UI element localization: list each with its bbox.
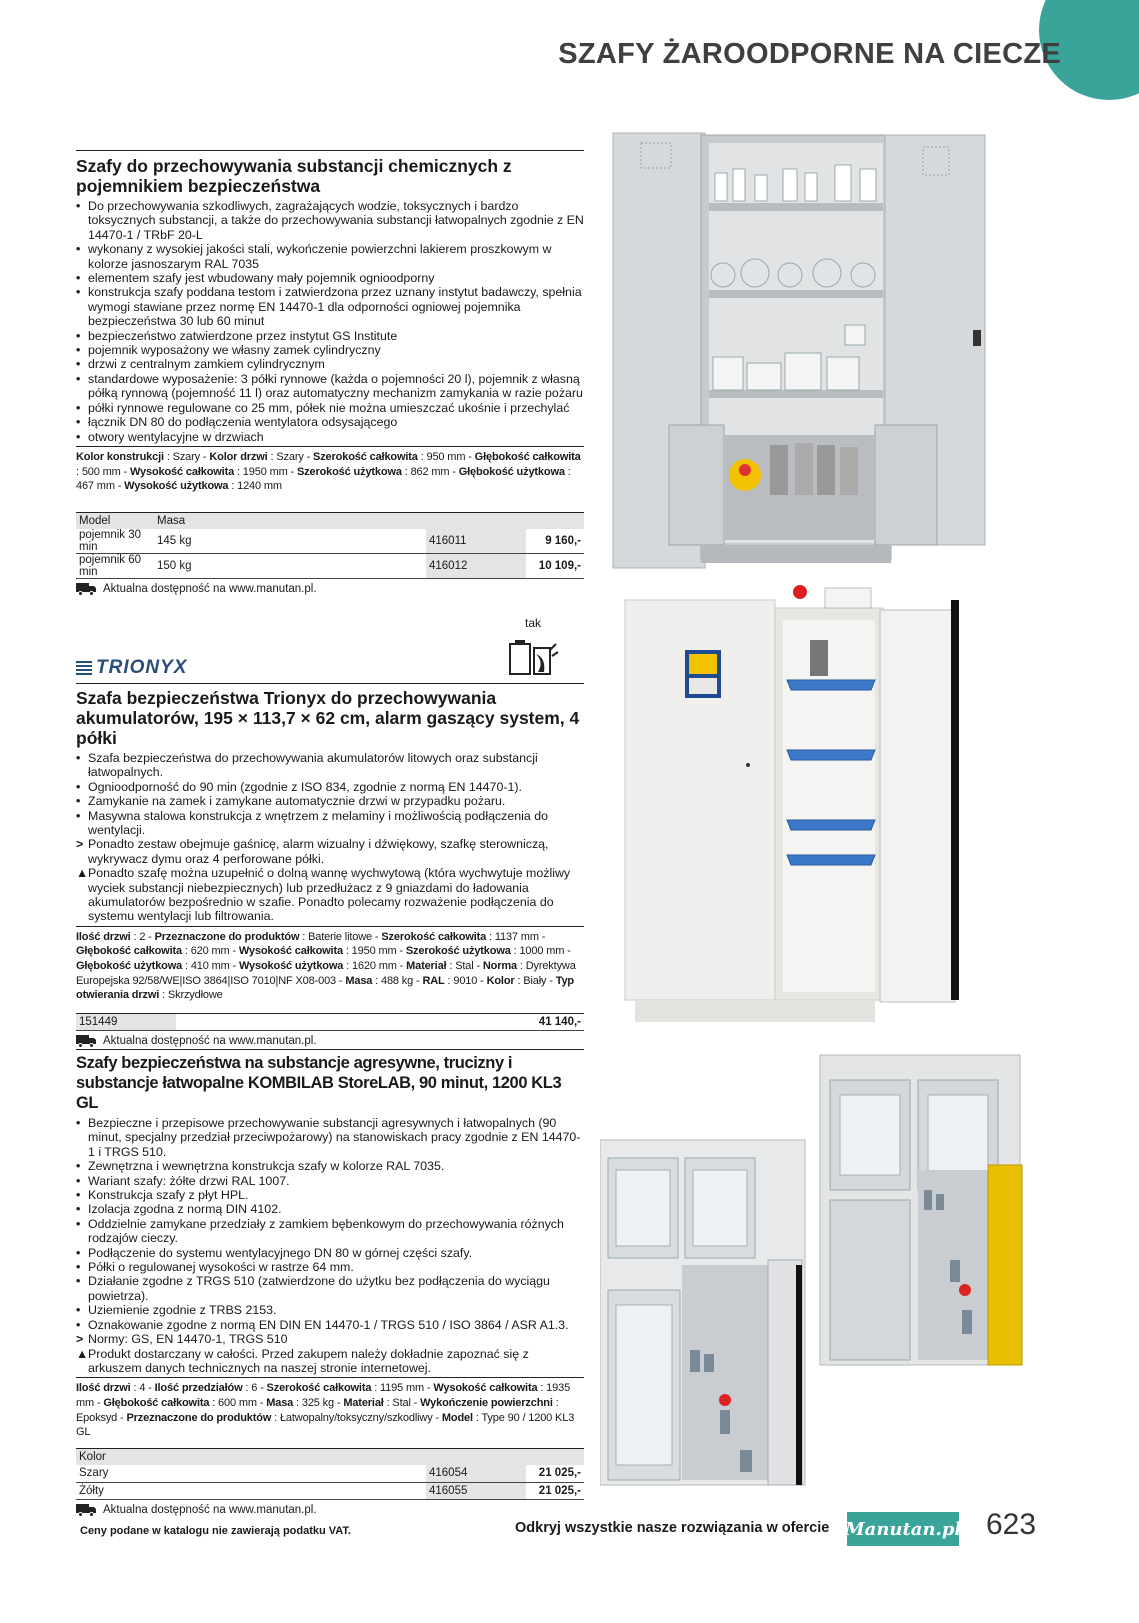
spec-key: Wysokość całkowita [238, 945, 343, 958]
feature-item [76, 1318, 584, 1332]
spec-separator: - [145, 930, 155, 943]
spec-key: Norma [482, 960, 517, 973]
feature-text: bezpieczeństwo zatwierdzone przez instytut GS Institute [88, 328, 398, 343]
price-cell: 21 025,- [526, 1482, 584, 1499]
spec-key: Masa [345, 974, 373, 987]
feature-text: Wariant szafy: żółte drzwi RAL 1007. [88, 1173, 290, 1188]
spec-colon: : [417, 450, 427, 463]
spec-key: Wysokość całkowita [433, 1382, 538, 1395]
spec-key: Masa [266, 1396, 294, 1409]
spec-separator: - [303, 450, 314, 463]
bullet-marker: • [76, 794, 81, 809]
spec-colon: : [267, 450, 277, 463]
vat-note: Ceny podane w katalogu nie zawierają podatku VAT. [80, 1525, 351, 1537]
spec-separator: - [256, 1396, 267, 1409]
spec-value: 1620 mm [351, 960, 397, 973]
spec-key: Typ otwierania drzwi [76, 974, 574, 1002]
footer-cta: Odkryj wszystkie nasze rozwiązania w ofercie [515, 1520, 830, 1536]
spec-separator: - [229, 945, 239, 958]
spec-separator: - [287, 465, 297, 478]
spec-text [76, 450, 584, 494]
feature-item [76, 794, 584, 808]
spec-colon: : [181, 945, 191, 958]
spec-separator: - [94, 1396, 104, 1409]
column-header-color: Kolor [76, 1448, 584, 1465]
spec-value: 500 mm [81, 465, 121, 478]
truck-icon [76, 1504, 97, 1516]
spec-value: Baterie litowe [308, 930, 373, 943]
bullet-marker: • [76, 328, 81, 343]
spec-colon: : [537, 1382, 547, 1395]
spec-value: 488 kg [381, 974, 414, 987]
table-row [76, 1482, 584, 1499]
spec-value: 1950 mm [242, 465, 288, 478]
brand-name: TRIONYX [96, 657, 188, 678]
feature-item [76, 242, 584, 271]
color-cell: Żółty [76, 1482, 375, 1499]
spec-key: Model [441, 1411, 473, 1424]
spec-colon: : [76, 465, 82, 478]
spec-value: 9010 [453, 974, 478, 987]
spec-colon: : [444, 974, 454, 987]
spec-key: Szerokość użytkowa [296, 465, 402, 478]
spec-value: 1000 mm [519, 945, 565, 958]
feature-text: pojemnik wyposażony we własny zamek cylindryczny [88, 343, 381, 358]
mass-cell: 150 kg [154, 554, 391, 579]
feature-item [76, 1347, 584, 1376]
spec-value: 2 [139, 930, 146, 943]
product-code[interactable]: 416011 [426, 529, 526, 554]
feature-text: Konstrukcja szafy z płyt HPL. [88, 1188, 249, 1203]
spec-separator: - [334, 1396, 344, 1409]
table-row [76, 1465, 584, 1482]
divider [76, 926, 584, 927]
spec-value: Dyrektywa Europejska 92/58/WE|ISO 3864|ISO 7010|NF X08-003 [76, 960, 576, 987]
spec-colon: : [342, 945, 352, 958]
battery-icon [508, 638, 560, 676]
manutan-logo[interactable]: Manutan.pl [847, 1512, 959, 1546]
feature-text: półki rynnowe regulowane co 25 mm, półek nie można umieszczać ukośnie i przechylać [88, 400, 570, 415]
feature-item [76, 809, 584, 838]
feature-text: Szafa bezpieczeństwa do przechowywania akumulatorów litowych oraz substancji łatwopalnych. [88, 751, 538, 780]
spec-value: 950 mm [426, 450, 466, 463]
feature-item [76, 866, 584, 924]
spec-value: 6 [251, 1382, 258, 1395]
model-cell: pojemnik 60 min [76, 554, 154, 579]
spec-key: Szerokość całkowita [266, 1382, 372, 1395]
spec-separator: - [336, 974, 346, 987]
availability-note [76, 1035, 584, 1047]
spec-separator: - [120, 465, 130, 478]
spec-separator: - [546, 974, 556, 987]
spec-separator: - [200, 450, 210, 463]
table-header-row [76, 512, 584, 529]
spec-key: Kolor konstrukcji [76, 450, 164, 463]
product-section-3 [76, 1049, 584, 1516]
spec-key: Wykończenie powierzchni [420, 1396, 553, 1409]
product-title: Szafy bezpieczeństwa na substancje agresywne, trucizny i substancje łatwopalne KOMBILAB StoreLAB, 90 minut, 1200 KL3 GL [76, 1054, 562, 1112]
feature-text: Normy: GS, EN 14470-1, TRGS 510 [88, 1332, 288, 1347]
spec-value: Łatwopalny/toksyczny/szkodliwy [279, 1411, 433, 1424]
availability-link[interactable]: Aktualna dostępność na www.manutan.pl. [103, 1503, 317, 1516]
spec-value: Skrzydłowe [167, 989, 223, 1002]
spec-separator: - [432, 1411, 442, 1424]
spec-colon: : [234, 465, 243, 478]
spec-key: Materiał [343, 1396, 384, 1409]
spec-key: Ilość przedziałów [154, 1382, 243, 1395]
bullet-marker: • [76, 429, 81, 444]
bullet-marker: • [76, 1202, 81, 1217]
spec-value: 1240 mm [237, 480, 282, 493]
spec-colon: : [209, 1396, 219, 1409]
page-number: 623 [986, 1508, 1037, 1541]
price-cell: 10 109,- [526, 554, 584, 579]
spec-colon: : [401, 465, 411, 478]
spec-separator: - [145, 1382, 155, 1395]
spec-colon: : [242, 1382, 252, 1395]
table-header-row [76, 1448, 584, 1465]
spec-separator: - [477, 974, 487, 987]
bullet-marker: > [76, 1332, 84, 1347]
spec-colon: : [510, 945, 520, 958]
availability-link[interactable]: Aktualna dostępność na www.manutan.pl. [103, 583, 317, 596]
spec-colon: : [271, 1411, 280, 1424]
tak-label: tak [525, 616, 542, 630]
spec-key: Głębokość całkowita [103, 1396, 210, 1409]
spec-value: 1195 mm [380, 1382, 425, 1395]
spec-key: Przeznaczone do produktów [154, 930, 300, 943]
spec-separator: - [117, 1411, 127, 1424]
spec-colon: : [383, 1396, 393, 1409]
spec-key: Głębokość całkowita [76, 945, 182, 958]
feature-text: wykonany z wysokiej jakości stali, wykończenie powierzchni lakierem proszkowym w kolorze jasnoszarym RAL 7035 [88, 242, 552, 271]
price-cell: 9 160,- [526, 529, 584, 554]
bullet-marker: • [76, 1116, 81, 1130]
spec-separator: - [257, 1382, 267, 1395]
feature-text: standardowe wyposażenie: 3 półki rynnowe (każda o pojemności 20 l), pojemnik z własną półką rynnową (pojemność 11 l) oraz automatyczny mechanizm zamykania w razie pożaru [88, 371, 583, 401]
bullet-marker: • [76, 808, 81, 823]
spec-separator: - [229, 960, 239, 973]
spec-value: Szary [276, 450, 304, 463]
bullet-marker: • [76, 371, 81, 386]
column-header-mass: Masa [154, 512, 584, 529]
spec-key: Materiał [406, 960, 447, 973]
bullet-marker: • [76, 285, 81, 300]
spec-key: Głębokość użytkowa [76, 960, 183, 973]
price-table [76, 1013, 584, 1031]
feature-text: Masywna stalowa konstrukcja z wnętrzem z melaminy i możliwością podłączenia do wentylacji. [88, 808, 549, 838]
feature-item [76, 1217, 584, 1246]
spec-separator: - [114, 480, 125, 493]
bullet-marker: • [76, 751, 81, 765]
spec-value: Stal [455, 960, 474, 973]
bullet-marker: • [76, 1216, 81, 1231]
divider [76, 150, 584, 151]
feature-text: Izolacja zgodna z normą DIN 4102. [88, 1202, 282, 1217]
spec-colon: : [372, 974, 381, 987]
bullet-marker: • [76, 400, 81, 415]
bullet-marker: ▲ [76, 866, 89, 881]
spec-key: Szerokość całkowita [381, 930, 487, 943]
spec-colon: : [552, 1396, 559, 1409]
availability-link[interactable]: Aktualna dostępność na www.manutan.pl. [103, 1034, 317, 1047]
spec-colon: : [514, 974, 524, 987]
spec-separator: - [410, 1396, 421, 1409]
feature-item [76, 1303, 584, 1317]
feature-list [76, 199, 584, 444]
bullet-marker: • [76, 357, 81, 372]
spec-value: 600 mm [218, 1396, 257, 1409]
product-photo-chemical-cabinet [605, 125, 1005, 580]
spec-value: 325 kg [301, 1396, 334, 1409]
price-table [76, 512, 584, 580]
spec-value: 4 [139, 1382, 146, 1395]
feature-item [76, 372, 584, 401]
feature-item [76, 285, 584, 328]
feature-text: Bezpieczne i przepisowe przechowywanie substancji agresywnych i łatwopalnych (90 minut, specjalny przedział przeciwpożarowy) na stanowiskach pracy zgodnie z EN 14470-1 i TRGS 510. [88, 1116, 581, 1159]
product-code[interactable]: 416054 [426, 1465, 526, 1482]
spec-separator: - [449, 465, 459, 478]
spec-value: 862 mm [410, 465, 450, 478]
bullet-marker: ▲ [76, 1346, 89, 1361]
spec-key: Kolor [486, 974, 515, 987]
feature-text: elementem szafy jest wbudowany mały pojemnik ognioodporny [88, 271, 435, 286]
spec-separator: - [564, 945, 571, 958]
feature-text: Oznakowanie zgodne z normą EN DIN EN 14470-1 / TRGS 510 / ISO 3864 / ASR A1.3. [88, 1317, 569, 1332]
spec-value: Szary [172, 450, 201, 463]
spec-key: Wysokość użytkowa [239, 960, 344, 973]
spec-separator: - [396, 945, 406, 958]
feature-text: drzwi z centralnym zamkiem cylindrycznym [88, 357, 325, 372]
product-code[interactable]: 416055 [426, 1482, 526, 1499]
feature-text: Uziemienie zgodnie z TRBS 2153. [88, 1303, 277, 1318]
spec-key: Szerokość całkowita [313, 450, 418, 463]
bullet-marker: • [76, 1188, 81, 1203]
feature-item [76, 401, 584, 415]
bullet-marker: > [76, 837, 84, 852]
feature-item [76, 1260, 584, 1274]
spec-key: Szerokość użytkowa [405, 945, 511, 958]
spec-separator: - [473, 960, 483, 973]
bullet-marker: • [76, 1159, 81, 1174]
product-section-2 [76, 683, 584, 1047]
table-row [76, 1013, 584, 1030]
feature-item [76, 1116, 584, 1159]
bullet-marker: • [76, 1274, 81, 1289]
feature-item [76, 1202, 584, 1216]
product-code[interactable]: 151449 [76, 1013, 176, 1030]
spec-separator: - [396, 960, 407, 973]
spec-value: Epoksyd [76, 1411, 118, 1424]
spec-separator: - [465, 450, 475, 463]
spec-key: RAL [422, 974, 445, 987]
spec-key: Ilość drzwi [76, 930, 131, 943]
feature-item [76, 780, 584, 794]
feature-text: Oddzielnie zamykane przedziały z zamkiem bębenkowym do przechowywania różnych rodzajów cieczy. [88, 1216, 564, 1246]
truck-icon [76, 583, 97, 595]
table-row [76, 529, 584, 554]
bullet-marker: • [76, 199, 81, 213]
bullet-marker: • [76, 779, 81, 794]
spec-colon: : [472, 1411, 482, 1424]
feature-text: otwory wentylacyjne w drzwiach [88, 429, 264, 444]
spec-colon: : [299, 930, 309, 943]
feature-item [76, 199, 584, 242]
feature-item [76, 1246, 584, 1260]
truck-icon [76, 1035, 97, 1047]
feature-item [76, 357, 584, 371]
spec-colon: : [159, 989, 168, 1002]
feature-item [76, 1188, 584, 1202]
feature-text: Produkt dostarczany w całości. Przed zakupem należy dokładnie zapoznać się z arkuszem danych technicznych na naszej stronie internetowej. [88, 1346, 529, 1375]
spec-colon: : [516, 960, 526, 973]
spec-key: Kolor drzwi [209, 450, 268, 463]
spec-separator: - [424, 1382, 434, 1395]
spec-colon: : [371, 1382, 381, 1395]
feature-text: Ponadto szafę można uzupełnić o dolną wannę wychwytową (która wychwytuje możliwy wyciek substancji niebezpiecznych) lub przedłużacz z 9 gniazdami do ładowania akumulatorów bezpośrednio w szafie. Ponadto polecamy rozważenie podłączenia do systemu wentylacji lub filtrowania. [88, 866, 571, 924]
feature-text: Zamykanie na zamek i zamykane automatycznie drzwi w przypadku pożaru. [88, 794, 506, 809]
divider [76, 1049, 584, 1050]
divider [76, 1377, 584, 1378]
product-code[interactable]: 416012 [426, 554, 526, 579]
product-photo-kombilab-cabinets [600, 1050, 1050, 1490]
availability-note [76, 1504, 584, 1516]
spec-colon: : [130, 930, 140, 943]
spec-value: Type 90 / 1200 KL3 GL [76, 1411, 575, 1439]
feature-item [76, 271, 584, 285]
spec-colon: : [486, 930, 495, 943]
feature-text: Działanie zgodne z TRGS 510 (zatwierdzone do użytku bez podłączenia do wyciągu powietrza). [88, 1274, 550, 1303]
spec-colon: : [343, 960, 352, 973]
product-title: Szafa bezpieczeństwa Trionyx do przechowywania akumulatorów, 195 × 113,7 × 62 cm, alarm gaszący system, 4 półki [76, 688, 580, 748]
bullet-marker: • [76, 415, 81, 430]
spec-colon: : [182, 960, 191, 973]
column-header-model: Model [76, 512, 154, 529]
feature-list [76, 1116, 584, 1375]
feature-item [76, 415, 584, 429]
bullet-marker: • [76, 1317, 81, 1332]
spec-colon: : [564, 465, 571, 478]
feature-list [76, 751, 584, 924]
feature-text: Zewnętrzna i wewnętrzna konstrukcja szafy w kolorze RAL 7035. [88, 1159, 445, 1174]
product-title: Szafy do przechowywania substancji chemicznych z pojemnikiem bezpieczeństwa [76, 156, 512, 196]
spec-key: Głębokość użytkowa [458, 465, 565, 478]
bullet-marker: • [76, 1260, 81, 1275]
spec-colon: : [228, 480, 238, 493]
bullet-marker: • [76, 271, 81, 286]
spec-value: 467 mm [76, 480, 115, 493]
color-cell: Szary [76, 1465, 375, 1482]
feature-text: Ognioodporność do 90 min (zgodnie z ISO 834, zgodnie z normą EN 14470-1). [88, 779, 522, 794]
feature-text: łącznik DN 80 do podłączenia wentylatora odsysającego [88, 415, 398, 430]
spec-value: Biały [523, 974, 547, 987]
feature-text: Do przechowywania szkodliwych, zagrażających wodzie, toksycznych i bardzo toksycznych substancji, a także do przechowywania substancji łatwopalnych zgodnie z EN 14470-1 / TRbF 20-L [88, 199, 584, 242]
feature-text: Podłączenie do systemu wentylacyjnego DN 80 w górnej części szafy. [88, 1245, 473, 1260]
mass-cell: 145 kg [154, 529, 391, 554]
spec-value: 1950 mm [351, 945, 397, 958]
page-title: SZAFY ŻAROODPORNE NA CIECZE [558, 38, 1061, 70]
spec-separator: - [538, 930, 546, 943]
spec-key: Wysokość użytkowa [124, 480, 229, 493]
price-cell: 21 025,- [526, 1465, 584, 1482]
feature-item [76, 837, 584, 866]
spacer-cell [176, 1013, 526, 1030]
spec-colon: : [293, 1396, 302, 1409]
product-photo-battery-cabinet [615, 580, 1040, 1035]
spec-colon: : [130, 1382, 140, 1395]
feature-text: Ponadto zestaw obejmuje gaśnicę, alarm wizualny i dźwiękowy, szafkę sterowniczą, wykrywacz dymu oraz 4 perforowane półki. [88, 837, 549, 866]
spec-value: 620 mm [190, 945, 230, 958]
spec-colon: : [446, 960, 456, 973]
spec-text [76, 930, 584, 1003]
feature-item [76, 329, 584, 343]
spec-key: Przeznaczone do produktów [126, 1411, 272, 1424]
bullet-marker: • [76, 343, 81, 358]
feature-item [76, 751, 584, 780]
bullet-marker: • [76, 1303, 81, 1318]
divider [76, 683, 584, 684]
spec-value: 1137 mm [494, 930, 539, 943]
bullet-marker: • [76, 1173, 81, 1188]
feature-item [76, 1332, 584, 1346]
spec-text [76, 1381, 584, 1439]
spacer-cell [375, 1482, 426, 1499]
spec-value: Stal [392, 1396, 411, 1409]
table-row [76, 554, 584, 579]
brand-logo [76, 657, 187, 679]
spec-separator: - [372, 930, 382, 943]
price-cell: 41 140,- [526, 1013, 584, 1030]
spec-key: Ilość drzwi [76, 1382, 131, 1395]
bullet-marker: • [76, 242, 81, 257]
feature-item [76, 1159, 584, 1173]
spec-separator: - [413, 974, 423, 987]
spec-value: 1935 mm [76, 1382, 571, 1409]
trionyx-logo-icon [76, 661, 92, 675]
feature-item [76, 430, 584, 444]
spec-value: 410 mm [190, 960, 230, 973]
spacer-cell [391, 554, 426, 579]
model-cell: pojemnik 30 min [76, 529, 154, 554]
feature-text: konstrukcja szafy poddana testom i zatwierdzona przez uznany instytut badawczy, spełnia wymogi stawiane przez normę EN 14470-1 dla odporności ogniowej pojemnika bezpieczeństwa 30 lub 60 minut [88, 285, 582, 329]
availability-note [76, 583, 584, 595]
product-section-1 [76, 150, 584, 595]
feature-item [76, 1274, 584, 1303]
spacer-cell [375, 1465, 426, 1482]
divider [76, 446, 584, 447]
spec-colon: : [163, 450, 173, 463]
price-table [76, 1448, 584, 1500]
feature-text: Półki o regulowanej wysokości w rastrze 64 mm. [88, 1260, 354, 1275]
spacer-cell [391, 529, 426, 554]
bullet-marker: • [76, 1245, 81, 1260]
feature-item [76, 343, 584, 357]
spec-key: Wysokość całkowita [129, 465, 235, 478]
feature-item [76, 1174, 584, 1188]
spec-key: Głębokość całkowita [474, 450, 581, 463]
